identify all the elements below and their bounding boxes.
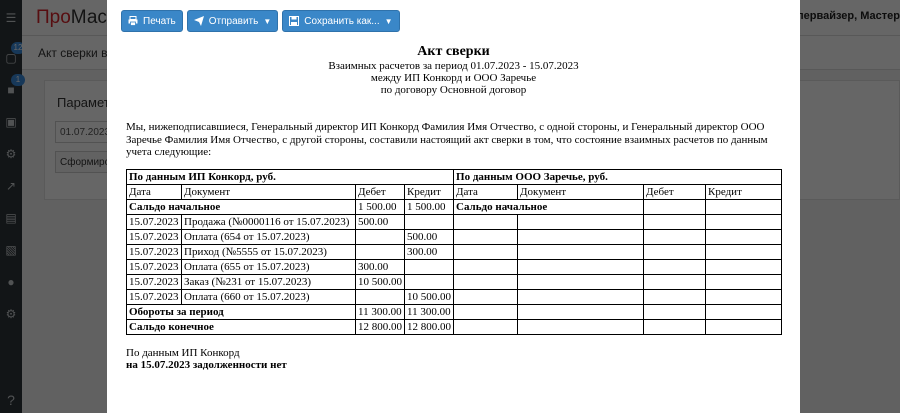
opening-label: Сальдо начальное <box>127 200 356 215</box>
empty-cell <box>518 230 644 245</box>
row-date: 15.07.2023 <box>127 230 182 245</box>
empty-cell <box>518 245 644 260</box>
empty-cell <box>644 245 706 260</box>
empty-cell <box>454 215 518 230</box>
empty-cell <box>644 320 706 335</box>
empty-cell <box>706 320 782 335</box>
table-row <box>127 275 782 290</box>
turnover-credit: 11 300.00 <box>405 305 454 320</box>
row-date: 15.07.2023 <box>127 245 182 260</box>
row-document: Оплата (654 от 15.07.2023) <box>182 230 356 245</box>
opening-debit: 1 500.00 <box>356 200 405 215</box>
empty-cell <box>518 305 644 320</box>
empty-cell <box>706 245 782 260</box>
row-document: Оплата (655 от 15.07.2023) <box>182 260 356 275</box>
footer-source: По данным ИП Конкорд <box>126 347 240 359</box>
table-party-header-row <box>127 170 782 185</box>
table-column-header-row <box>127 185 782 200</box>
row-document: Продажа (№0000116 от 15.07.2023) <box>182 215 356 230</box>
save-as-label: Сохранить как... <box>304 15 380 27</box>
turnover-debit: 11 300.00 <box>356 305 405 320</box>
chevron-down-icon: ▼ <box>263 16 272 26</box>
empty-cell <box>706 305 782 320</box>
empty-cell <box>706 275 782 290</box>
col-document: Документ <box>182 185 356 200</box>
table-row <box>127 290 782 305</box>
table-row <box>127 260 782 275</box>
col-document: Документ <box>518 185 644 200</box>
empty-cell <box>644 200 706 215</box>
empty-cell <box>454 260 518 275</box>
row-debit <box>356 230 405 245</box>
row-credit: 10 500.00 <box>405 290 454 305</box>
turnover-label: Обороты за период <box>127 305 356 320</box>
footer-conclusion: на 15.07.2023 задолженности нет <box>126 359 287 371</box>
row-credit <box>405 260 454 275</box>
empty-cell <box>706 215 782 230</box>
modal-toolbar <box>121 10 400 32</box>
closing-debit: 12 800.00 <box>356 320 405 335</box>
empty-cell <box>454 230 518 245</box>
empty-cell <box>644 230 706 245</box>
row-document: Оплата (660 от 15.07.2023) <box>182 290 356 305</box>
row-debit <box>356 245 405 260</box>
closing-balance-row <box>127 320 782 335</box>
empty-cell <box>706 230 782 245</box>
col-credit: Кредит <box>405 185 454 200</box>
doc-period: Взаимных расчетов за период 01.07.2023 - 15.07.2023 <box>328 60 579 72</box>
doc-contract: по договору Основной договор <box>380 84 527 96</box>
empty-cell <box>454 245 518 260</box>
table-row <box>127 245 782 260</box>
opening-label-right: Сальдо начальное <box>454 200 644 215</box>
row-credit: 300.00 <box>405 245 454 260</box>
empty-cell <box>454 320 518 335</box>
row-credit <box>405 215 454 230</box>
send-label: Отправить <box>208 15 259 27</box>
empty-cell <box>644 215 706 230</box>
row-debit <box>356 290 405 305</box>
reconciliation-table <box>126 169 782 335</box>
act-modal <box>107 0 800 413</box>
chevron-down-icon: ▼ <box>384 16 393 26</box>
paper-plane-icon <box>194 16 204 26</box>
row-credit: 500.00 <box>405 230 454 245</box>
table-row <box>127 215 782 230</box>
empty-cell <box>706 290 782 305</box>
closing-credit: 12 800.00 <box>405 320 454 335</box>
empty-cell <box>644 260 706 275</box>
empty-cell <box>518 215 644 230</box>
row-date: 15.07.2023 <box>127 290 182 305</box>
row-date: 15.07.2023 <box>127 260 182 275</box>
row-debit: 300.00 <box>356 260 405 275</box>
col-credit: Кредит <box>706 185 782 200</box>
col-date: Дата <box>127 185 182 200</box>
closing-label: Сальдо конечное <box>127 320 356 335</box>
empty-cell <box>706 260 782 275</box>
row-debit: 10 500.00 <box>356 275 405 290</box>
save-as-button[interactable] <box>282 10 399 32</box>
empty-cell <box>644 305 706 320</box>
empty-cell <box>518 290 644 305</box>
left-party-header: По данным ИП Конкорд, руб. <box>127 170 454 185</box>
right-party-header: По данным ООО Заречье, руб. <box>454 170 782 185</box>
turnover-row <box>127 305 782 320</box>
table-row <box>127 230 782 245</box>
row-debit: 500.00 <box>356 215 405 230</box>
empty-cell <box>518 275 644 290</box>
empty-cell <box>706 200 782 215</box>
doc-title: Акт сверки <box>417 44 490 59</box>
row-date: 15.07.2023 <box>127 215 182 230</box>
empty-cell <box>644 290 706 305</box>
row-credit <box>405 275 454 290</box>
empty-cell <box>644 275 706 290</box>
col-date: Дата <box>454 185 518 200</box>
doc-parties: между ИП Конкорд и ООО Заречье <box>370 72 537 84</box>
col-debit: Дебет <box>644 185 706 200</box>
row-document: Заказ (№231 от 15.07.2023) <box>182 275 356 290</box>
empty-cell <box>518 320 644 335</box>
row-date: 15.07.2023 <box>127 275 182 290</box>
doc-intro: Мы, нижеподписавшиеся, Генеральный директор ИП Конкорд Фамилия Имя Отчество, с одной стороны, и Генеральный директор ООО Заречье Фамилия Имя Отчество, с другой стороны, составили настоящий акт сверки в том, что состояние взаимных расчетов по данным учета следующие: <box>126 121 768 158</box>
empty-cell <box>518 260 644 275</box>
empty-cell <box>454 290 518 305</box>
send-button[interactable] <box>187 10 279 32</box>
empty-cell <box>454 275 518 290</box>
print-icon <box>128 16 138 26</box>
opening-credit: 1 500.00 <box>405 200 454 215</box>
row-document: Приход (№5555 от 15.07.2023) <box>182 245 356 260</box>
floppy-icon <box>289 16 299 26</box>
print-label: Печать <box>143 15 176 27</box>
opening-balance-row <box>127 200 782 215</box>
print-button[interactable] <box>121 10 183 32</box>
empty-cell <box>454 305 518 320</box>
col-debit: Дебет <box>356 185 405 200</box>
